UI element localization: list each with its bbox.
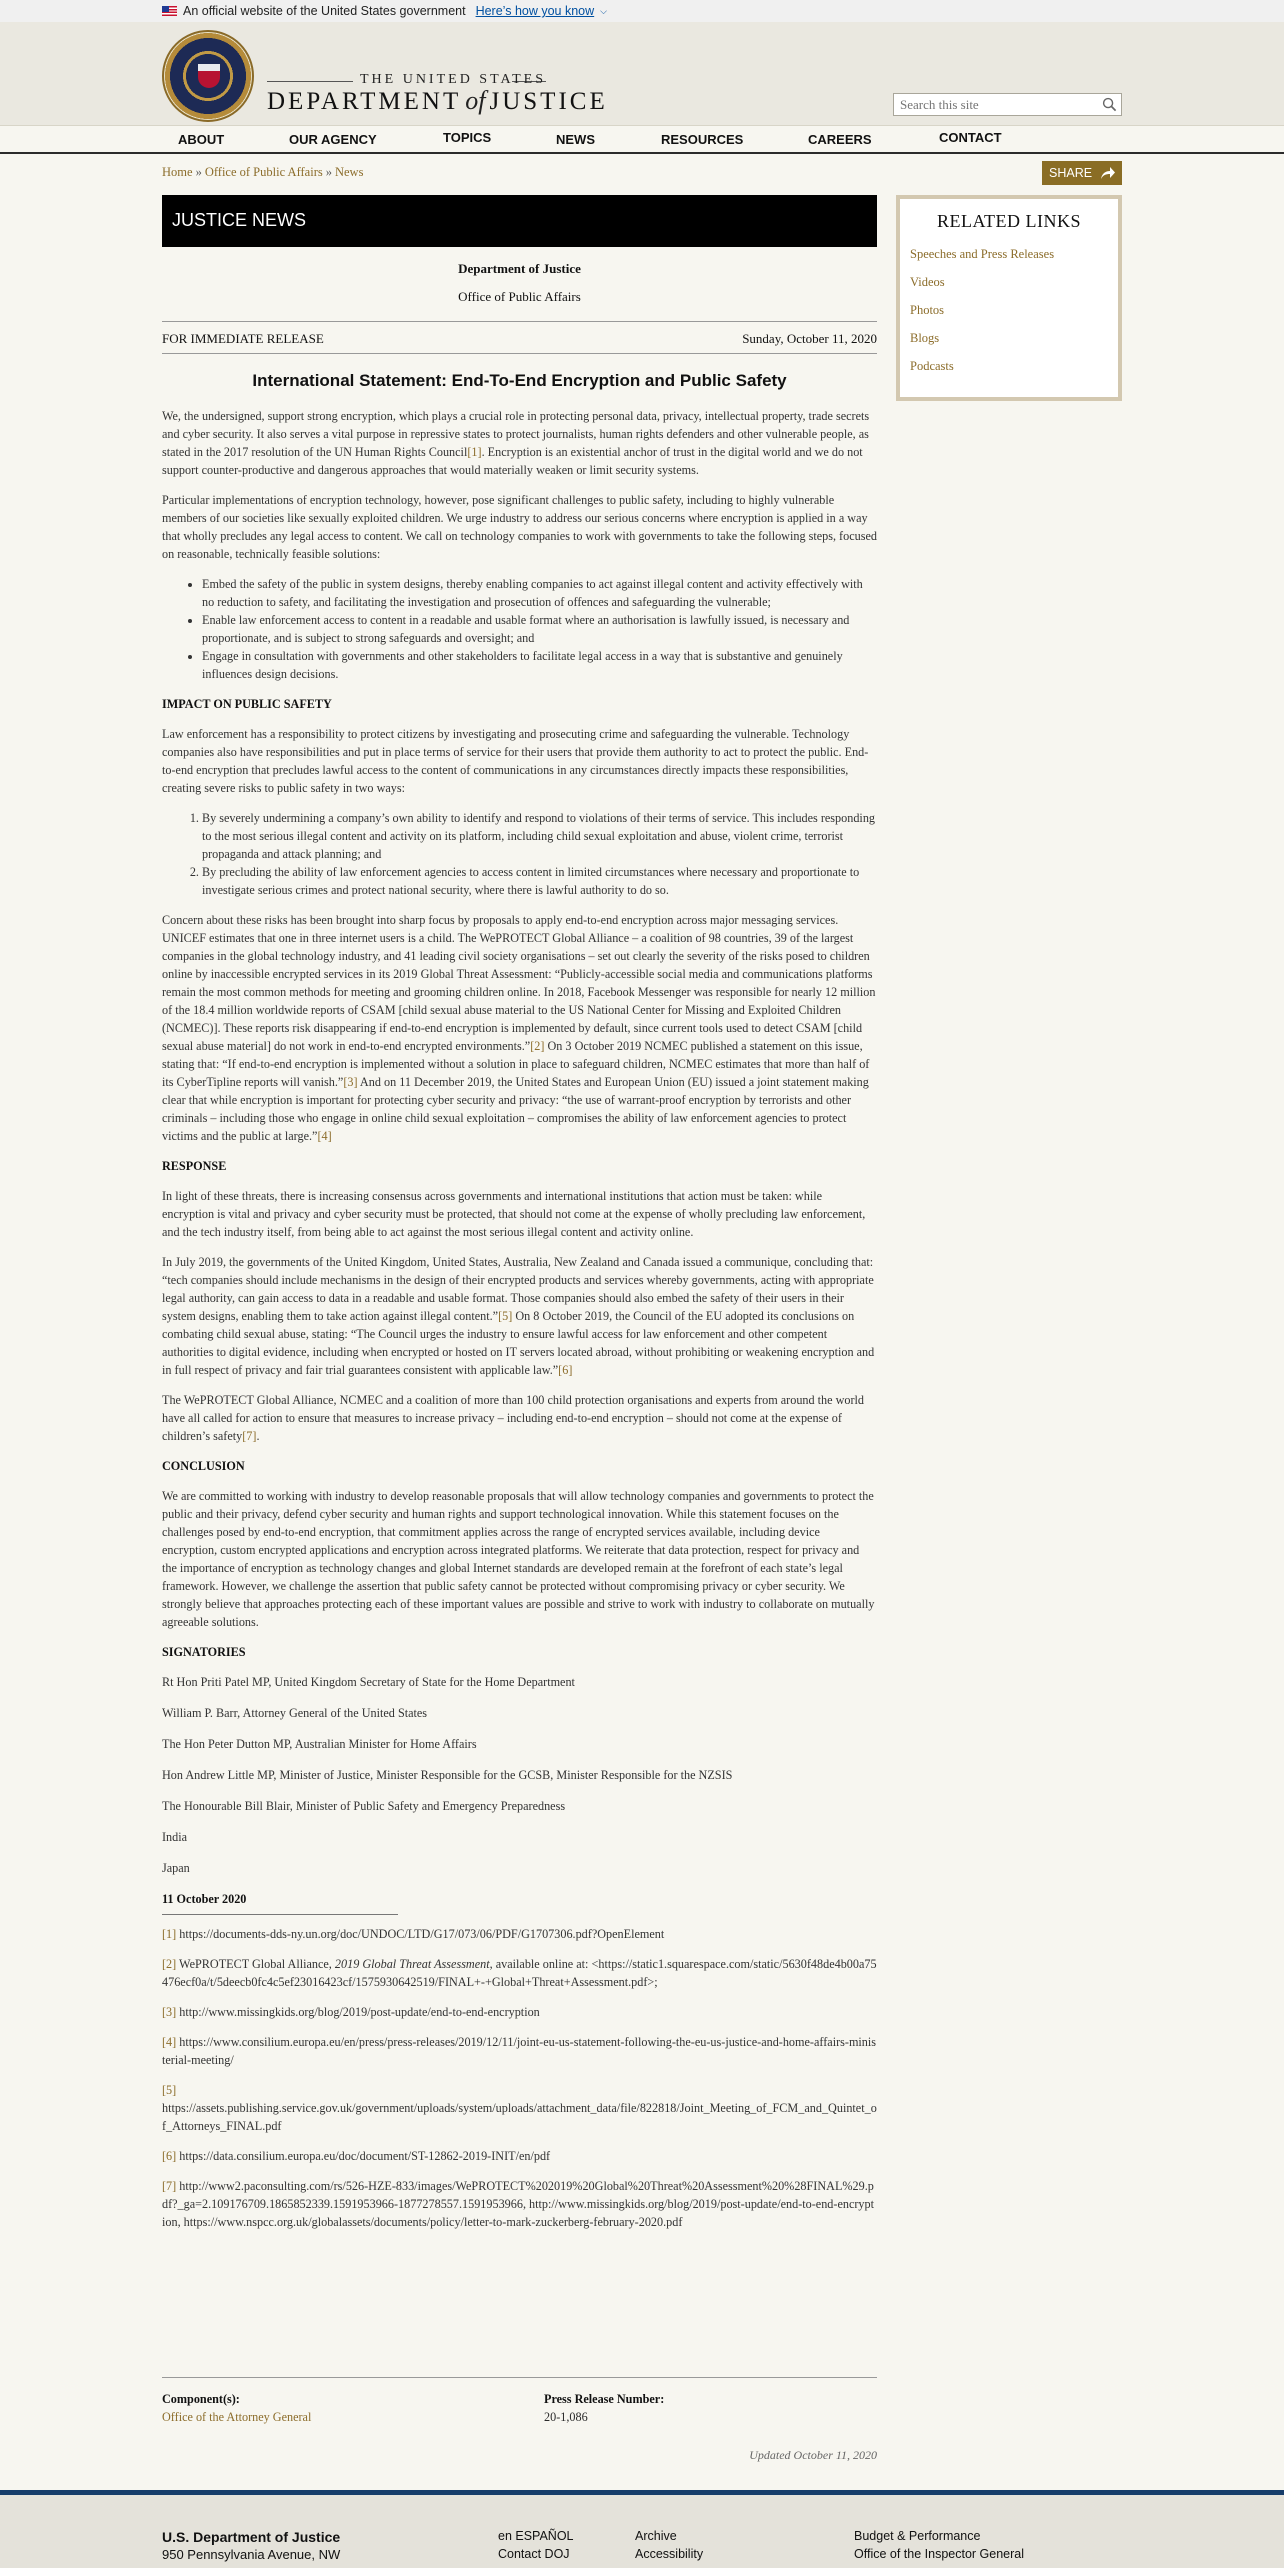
footnote-link-3[interactable]: [3] bbox=[343, 1075, 358, 1089]
justice-news-banner: JUSTICE NEWS bbox=[162, 195, 877, 247]
page-title: International Statement: End-To-End Encryption and Public Safety bbox=[252, 371, 787, 390]
signatory: The Honourable Bill Blair, Minister of Public Safety and Emergency Preparedness bbox=[162, 1799, 566, 1813]
breadcrumb bbox=[162, 165, 363, 180]
paragraph: Particular implementations of encryption technology, however, pose significant challenges to public safety, including to highly vulnerable members of our societies like sexually exploited children. We urge industry to address our serious concerns where encryption is applied in a way that wholly precludes any legal access to content. We call on technology companies to work with governments to take the following steps, focused on reasonable, technically feasible solutions: bbox=[162, 493, 877, 561]
numbered-list bbox=[202, 809, 877, 899]
list-item: • Engage in consultation with governments and other stakeholders to facilitate legal access in a way that is substantive and genuinely influences design decisions. bbox=[202, 647, 877, 683]
section-heading-signatories: SIGNATORIES bbox=[162, 1645, 246, 1659]
section-heading-impact: IMPACT ON PUBLIC SAFETY bbox=[162, 697, 332, 711]
doj-seal-logo[interactable] bbox=[162, 30, 254, 122]
footnote: [6] https://data.consilium.europa.eu/doc/document/ST-12862-2019-INIT/en/pdf bbox=[162, 2149, 551, 2163]
breadcrumb-separator: » bbox=[325, 165, 332, 179]
press-release-label: Press Release Number: bbox=[544, 2392, 665, 2406]
release-date: Sunday, October 11, 2020 bbox=[742, 331, 877, 346]
search-input[interactable] bbox=[894, 94, 1084, 115]
wordmark-justice: JUSTICE bbox=[489, 88, 608, 115]
breadcrumb-office-of-public-affairs[interactable]: Office of Public Affairs bbox=[204, 165, 323, 179]
section-heading-response: RESPONSE bbox=[162, 1159, 227, 1173]
office-name: Office of Public Affairs bbox=[458, 289, 581, 304]
footer-link-budget[interactable]: Budget & Performance bbox=[854, 2529, 981, 2543]
signatory: India bbox=[162, 1830, 188, 1844]
footnote: [7] http://www2.paconsulting.com/rs/526-HZE-833/images/WePROTECT%202019%20Global%20Threat%20Assessment%20%28FINAL%29.pdf?_ga=2.109176709.1865852339.1591953966-1877278557.1591953966, http://www.missingkids.org/blog/2019/post-update/end-to-end-encryption, https://www.nspcc.org.uk/globalassets/documents/policy/letter-to-mark-zuckerberg-february-2020.pdf bbox=[162, 2179, 874, 2229]
paragraph: In July 2019, the governments of the United Kingdom, United States, Australia, New Zealand and Canada issued a communique, concluding that: “tech companies should include mechanisms in the design of their encrypted products and services whereby governments, acting with appropriate legal authority, can gain access to data in a readable and usable format. Those companies should also embed the safety of their users in their system designs, enabling them to take action against illegal content.”[5] On 8 October 2019, the Council of the EU adopted its conclusions on combating child sexual abuse, stating: “The Council urges the industry to ensure lawful access for law enforcement and other competent authorities to digital evidence, including when encrypted or hosted on IT servers located abroad, without prohibiting or weakening encryption and in full respect of privacy and fair trial guarantees consistent with applicable law.”[6] bbox=[162, 1255, 875, 1377]
footnote: [4] https://www.consilium.europa.eu/en/press/press-releases/2019/12/11/joint-eu-us-statement-following-the-eu-us-justice-and-home-affairs-ministerial-meeting/ bbox=[162, 2035, 877, 2067]
footnote-number[interactable]: [7] bbox=[162, 2179, 177, 2193]
signatory: Japan bbox=[162, 1861, 190, 1875]
press-release-number: 20-1,086 bbox=[544, 2410, 588, 2424]
paragraph: In light of these threats, there is increasing consensus across governments and international institutions that action must be taken: while encryption is vital and privacy and cyber security must be protected, that should not come at the expense of wholly precluding law enforcement, and the tech industry itself, from being able to act against the most serious illegal content and activity online. bbox=[162, 1189, 866, 1239]
related-link-blogs[interactable]: Blogs bbox=[910, 331, 940, 345]
nav-about[interactable]: ABOUT bbox=[178, 132, 225, 147]
footer-link-accessibility[interactable]: Accessibility bbox=[635, 2547, 704, 2561]
footnote-link-2[interactable]: [2] bbox=[530, 1039, 545, 1053]
components-label: Component(s): bbox=[162, 2392, 240, 2406]
footer-address: 950 Pennsylvania Avenue, NW bbox=[162, 2547, 341, 2562]
gov-banner bbox=[0, 0, 1284, 22]
release-row bbox=[162, 331, 877, 347]
signatory: William P. Barr, Attorney General of the United States bbox=[162, 1706, 428, 1720]
components-link[interactable]: Office of the Attorney General bbox=[162, 2410, 312, 2424]
share-button[interactable] bbox=[1042, 161, 1122, 185]
paragraph: The WePROTECT Global Alliance, NCMEC and a coalition of more than 100 child protection organisations and experts from around the world have all called for action to ensure that measures to increase privacy – including end-to-end encryption – should not come at the expense of children’s safety[7]. bbox=[162, 1393, 865, 1443]
footnote-link-6[interactable]: [6] bbox=[558, 1363, 573, 1377]
main-nav bbox=[0, 126, 1284, 154]
related-links-panel bbox=[896, 195, 1122, 401]
list-item: • Enable law enforcement access to content in a readable and usable format where an authorisation is lawfully issued, is necessary and proportionate, and is subject to strong safeguards and oversight; and bbox=[202, 611, 877, 647]
footnote-divider bbox=[162, 1914, 398, 1915]
share-arrow-icon bbox=[1100, 166, 1116, 180]
signatory: The Hon Peter Dutton MP, Australian Minister for Home Affairs bbox=[162, 1737, 477, 1751]
bullet-list bbox=[202, 575, 877, 683]
article-body bbox=[162, 407, 877, 2243]
signatory: Hon Andrew Little MP, Minister of Justice, Minister Responsible for the GCSB, Minister Responsible for the NZSIS bbox=[162, 1768, 733, 1782]
footnote-number[interactable]: [6] bbox=[162, 2149, 177, 2163]
footnote-number[interactable]: [5] bbox=[162, 2083, 177, 2097]
footnote-link-1[interactable]: [1] bbox=[467, 445, 482, 459]
nav-resources[interactable]: RESOURCES bbox=[661, 132, 744, 147]
paragraph: We are committed to working with industry to develop reasonable proposals that will allow technology companies and governments to protect the public and their privacy, defend cyber security and human rights and support technological innovation. While this statement focuses on the challenges posed by end-to-end encryption, that commitment applies across the range of encrypted services available, including device encryption, custom encrypted applications and encryption across integrated platforms. We reiterate that data protection, respect for privacy and the importance of encryption as technology changes and global Internet standards are developed remain at the forefront of each state’s legal framework. However, we challenge the assertion that public safety cannot be protected without compromising privacy or cyber security. We strongly believe that approaches protecting each of these important values are possible and strive to work with industry to collaborate on mutually agreeable solutions. bbox=[162, 1489, 875, 1629]
footnote: [1] https://documents-dds-ny.un.org/doc/UNDOC/LTD/G17/073/06/PDF/G1707306.pdf?OpenElement bbox=[162, 1927, 665, 1941]
related-links-title: RELATED LINKS bbox=[937, 211, 1081, 231]
how-you-know-link[interactable]: Here’s how you know bbox=[475, 4, 595, 18]
related-link-videos[interactable]: Videos bbox=[910, 275, 945, 289]
footnotes bbox=[162, 1925, 877, 2231]
footnote-link-7[interactable]: [7] bbox=[242, 1429, 257, 1443]
related-link-photos[interactable]: Photos bbox=[910, 303, 945, 317]
signatories-list bbox=[162, 1673, 877, 1877]
footer-link-archive[interactable]: Archive bbox=[635, 2529, 677, 2543]
nav-contact[interactable]: CONTACT bbox=[939, 130, 1002, 145]
footnote-number[interactable]: [2] bbox=[162, 1957, 177, 1971]
breadcrumb-separator: » bbox=[195, 165, 202, 179]
updated-date: Updated October 11, 2020 bbox=[749, 2448, 877, 2462]
related-link-podcasts[interactable]: Podcasts bbox=[910, 359, 954, 373]
site-footer bbox=[0, 2490, 1284, 2568]
signing-date: 11 October 2020 bbox=[162, 1892, 247, 1906]
footer-link-espanol[interactable]: en ESPAÑOL bbox=[498, 2529, 574, 2543]
paragraph: Law enforcement has a responsibility to protect citizens by investigating and prosecuting crime and safeguarding the vulnerable. Technology companies also have responsibilities and put in place terms of service for their users that provide them authority to act to protect the public. End-to-end encryption that precludes lawful access to the content of communications in any circumstances directly impacts these responsibilities, creating severe risks to public safety in two ways: bbox=[162, 727, 869, 795]
paragraph: We, the undersigned, support strong encryption, which plays a crucial role in protecting personal data, privacy, intellectual property, trade secrets and cyber security. It also serves a vital purpose in repressive states to protect journalists, human rights defenders and other vulnerable people, as stated in the 2017 resolution of the UN Human Rights Council[1]. Encryption is an existential anchor of trust in the digital world and we do not support counter-productive and dangerous approaches that would materially weaken or limit security systems. bbox=[162, 409, 870, 477]
wordmark-main[interactable] bbox=[267, 86, 608, 116]
breadcrumb-news[interactable]: News bbox=[334, 165, 364, 179]
nav-careers[interactable]: CAREERS bbox=[808, 132, 872, 147]
chevron-down-icon[interactable]: ⌵ bbox=[600, 5, 607, 16]
release-label: FOR IMMEDIATE RELEASE bbox=[162, 331, 324, 346]
footnote-number[interactable]: [4] bbox=[162, 2035, 177, 2049]
divider bbox=[162, 321, 877, 322]
footnote-number[interactable]: [1] bbox=[162, 1927, 177, 1941]
gov-banner-text: An official website of the United States government bbox=[183, 4, 466, 18]
footnote-number[interactable]: [3] bbox=[162, 2005, 177, 2019]
divider bbox=[162, 353, 877, 354]
search-box bbox=[893, 93, 1122, 116]
nav-news[interactable]: NEWS bbox=[556, 132, 595, 147]
footnote-link-5[interactable]: [5] bbox=[498, 1309, 513, 1323]
search-icon[interactable] bbox=[1102, 97, 1117, 112]
wordmark-department: DEPARTMENT bbox=[267, 88, 462, 115]
section-heading-conclusion: CONCLUSION bbox=[162, 1459, 245, 1473]
agency-name: Department of Justice bbox=[458, 261, 581, 276]
nav-topics[interactable]: TOPICS bbox=[443, 130, 492, 145]
footer-link-inspector-general[interactable]: Office of the Inspector General bbox=[854, 2547, 1025, 2561]
share-label: SHARE bbox=[1049, 166, 1093, 180]
footer-link-contact[interactable]: Contact DOJ bbox=[498, 2547, 570, 2561]
footnote: [5] https://assets.publishing.service.gov.uk/government/uploads/system/uploads/attachment_data/file/822818/Joint_Meeting_of_FCM_and_Quintet_of_Attorneys_FINAL.pdf bbox=[162, 2083, 877, 2133]
nav-our-agency[interactable]: OUR AGENCY bbox=[289, 132, 377, 147]
us-flag-icon bbox=[162, 6, 177, 16]
divider bbox=[162, 2377, 877, 2378]
footnote-link-4[interactable]: [4] bbox=[317, 1129, 332, 1143]
signatory: Rt Hon Priti Patel MP, United Kingdom Secretary of State for the Home Department bbox=[162, 1675, 575, 1689]
wordmark-top: THE UNITED STATES bbox=[360, 72, 546, 87]
site-header bbox=[0, 22, 1284, 126]
breadcrumb-home[interactable]: Home bbox=[162, 165, 193, 179]
footnote: [2] WePROTECT Global Alliance, 2019 Global Threat Assessment, available online at: <https://static1.squarespace.com/static/5630f48de4b00a75476ecf0a/t/5deecb0fc4c5ef23016423cf/1575930642519/FINAL+-+Global+Threat+Assessment.pdf>; bbox=[162, 1957, 877, 1989]
wordmark-of: of bbox=[465, 86, 486, 115]
list-item: 1. By severely undermining a company’s own ability to identify and respond to violations of their terms of service. This includes responding to the most serious illegal content and activity on its platform, including child sexual exploitation and abuse, violent crime, terrorist propaganda and attack planning; and bbox=[202, 809, 877, 863]
footer-org: U.S. Department of Justice bbox=[162, 2529, 341, 2545]
related-link-speeches[interactable]: Speeches and Press Releases bbox=[910, 247, 1055, 261]
list-item: • Embed the safety of the public in system designs, thereby enabling companies to act against illegal content and activity effectively with no reduction to safety, and facilitating the investigation and prosecution of offences and safeguarding the vulnerable; bbox=[202, 575, 877, 611]
footnote: [3] http://www.missingkids.org/blog/2019/post-update/end-to-end-encryption bbox=[162, 2005, 540, 2019]
paragraph: Concern about these risks has been brought into sharp focus by proposals to apply end-to-end encryption across major messaging services. UNICEF estimates that one in three internet users is a child. The WePROTECT Global Alliance – a coalition of 98 countries, 39 of the largest companies in the global technology industry, and 41 leading civil society organisations – set out clearly the severity of the risks posed to children online by inaccessible encrypted services in its 2019 Global Threat Assessment: “Publicly-accessible social media and communications platforms remain the most common methods for meeting and grooming children online. In 2018, Facebook Messenger was responsible for nearly 12 million of the 18.4 million worldwide reports of CSAM [child sexual abuse material to the US National Center for Missing and Exploited Children (NCMEC)]. These reports risk disappearing if end-to-end encryption is implemented by default, since current tools used to detect CSAM [child sexual abuse material] do not work in end-to-end encrypted environments.”[2] On 3 October 2019 NCMEC published a statement on this issue, stating that: “If end-to-end encryption is implemented without a solution in place to safeguard children, NCMEC estimates that more than half of its CyberTipline reports will vanish.”[3] And on 11 December 2019, the United States and European Union (EU) issued a joint statement making clear that while encryption is important for protecting cyber security and privacy: “the use of warrant-proof encryption by terrorists and other criminals – including those who engage in online child sexual exploitation – compromises the ability of law enforcement agencies to protect victims and the public at large.”[4] bbox=[162, 913, 876, 1143]
list-item: 2. By precluding the ability of law enforcement agencies to access content in limited circumstances where necessary and proportionate to investigate serious crimes and protect national security, where there is lawful authority to do so. bbox=[202, 863, 877, 899]
